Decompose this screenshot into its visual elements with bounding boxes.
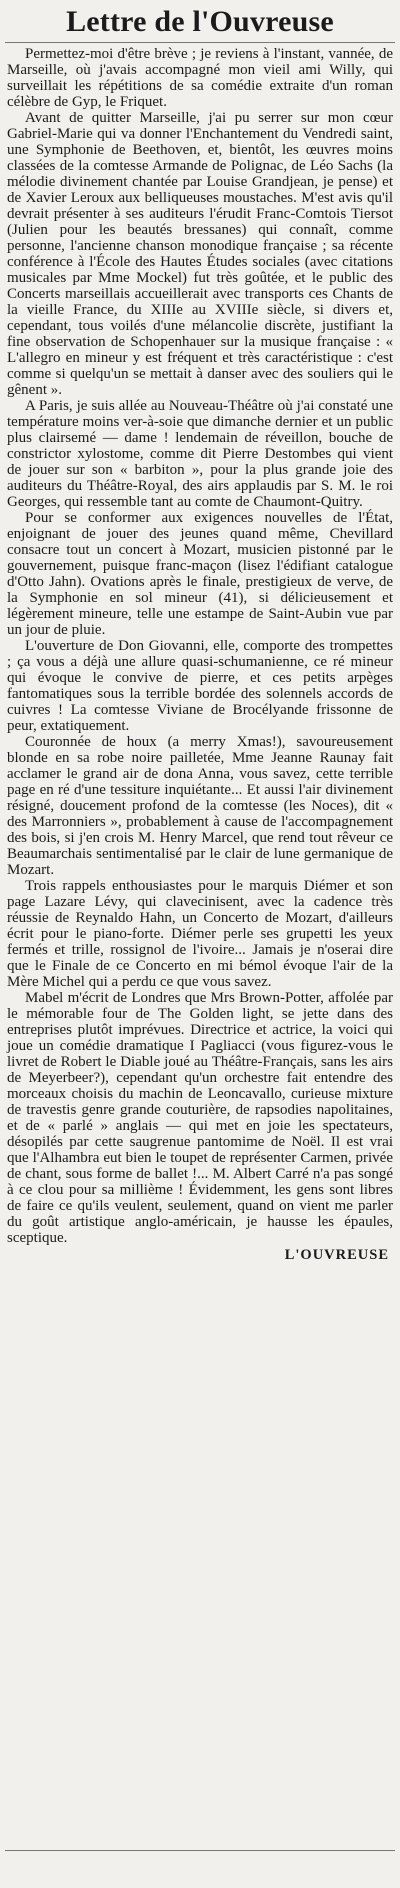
paragraph: Permettez-moi d'être brève ; je reviens à l'instant, vannée, de Marseille, où j'avais accompagné mon vieil ami Willy, qui surveillait les répétitions de sa comédie extraite d'un roman célèbre de Gyp, le Friquet. [7, 46, 393, 110]
paragraph: Avant de quitter Marseille, j'ai pu serrer sur mon cœur Gabriel-Marie qui va donner l'Enchantement du Vendredi saint, une Symphonie de Beethoven, et, bientôt, les œuvres moins classées de la comtesse Armande de Polignac, de Léo Sachs (la mélodie divinement chantée par Louise Grandjean, je pense) et de Xavier Leroux aux belliqueuses moustaches. M'est avis qu'il devrait présenter à ses auditeurs l'érudit Franc-Comtois Tiersot (Julien pour les beautés bressanes) qui connaît, comme personne, l'ancienne chanson monodique française ; sa récente conférence à l'École des Hautes Études sociales (avec citations musicales par Mme Mockel) fut très goûtée, et le public des Concerts marseillais accueillerait avec transports ces Chants de la vieille France, du XIIIe au XVIIIe siècle, si divers et, cependant, tous voilés d'une mélancolie discrète, justifiant la fine observation de Schopenhauer sur la musique française : « L'allegro en mineur y est fréquent et très caractéristique : c'est comme si quelqu'un se mettait à danser avec des souliers qui le gênent ». [7, 110, 393, 398]
paragraph: A Paris, je suis allée au Nouveau-Théâtre où j'ai constaté une température moins ver-à-soie que dimanche dernier et un public plus clairsemé — dame ! lendemain de réveillon, bouche de constrictor xylostome, comme dit Pierre Destombes qui vient de jouer sur son « barbiton », pour la plus grande joie des auditeurs du Théâtre-Royal, des airs applaudis par S. M. le roi Georges, qui ressemble tant au comte de Chaumont-Quitry. [7, 398, 393, 510]
signature: L'OUVREUSE [284, 1247, 389, 1263]
paragraph: Couronnée de houx (a merry Xmas!), savoureusement blonde en sa robe noire pailletée, Mme Jeanne Raunay fait acclamer le grand air de dona Anna, vous savez, cette terrible page en ré d'une tessiture inquiétante... Et aussi l'air divinement résigné, doucement profond de la comtesse (les Noces), dit « des Marronniers », probablement à cause de l'accompagnement des bois, si j'en crois M. Henry Marcel, que rend tout rêveur ce Beaumarchais sentimentalisé par le clair de lune germanique de Mozart. [7, 734, 393, 878]
paragraph: L'ouverture de Don Giovanni, elle, comporte des trompettes ; ça vous a déjà une allure quasi-schumanienne, ce ré mineur qui évoque le convive de pierre, et ces petits arpèges fantomatiques sous la terrible bordée des solennels accords de cuivres ! La comtesse Viviane de Brocélyande frissonne de peur, extatiquement. [7, 638, 393, 734]
paragraph: Pour se conformer aux exigences nouvelles de l'État, enjoignant de jouer des jeunes quand même, Chevillard consacre tout un concert à Mozart, musicien pistonné par le gouvernement, puisque franc-maçon (lisez l'édifiant catalogue d'Otto Jahn). Ovations après le finale, prestigieux de verve, de la Symphonie en sol mineur (41), si délicieusement et légèrement mineure, telle une estampe de Saint-Aubin vue par un jour de pluie. [7, 510, 393, 638]
article-body [7, 46, 393, 1246]
paragraph: Trois rappels enthousiastes pour le marquis Diémer et son page Lazare Lévy, qui clavecinisent, avec la cadence très réussie de Reynaldo Hahn, un Concerto de Mozart, d'ailleurs écrit pour le piano-forte. Diémer perle ses grupetti les yeux fermés et trille, rossignol de l'ivoire... Jamais je n'oserai dire que le Finale de ce Concerto en mi bémol évoque l'air de la Mère Michel qui a perdu ce que vous savez. [7, 878, 393, 990]
article-title: Lettre de l'Ouvreuse [66, 5, 334, 38]
paragraph: Mabel m'écrit de Londres que Mrs Brown-Potter, affolée par le mémorable four de The Golden light, se jette dans des entreprises plutôt imprévues. Directrice et actrice, la voici qui joue un comédie dramatique I Pagliacci (vous figurez-vous le livret de Robert le Diable joué au Théâtre-Français, sans les airs de Meyerbeer?), cependant qu'un orchestre fait entendre des morceaux choisis du machin de Leoncavallo, curieuse mixture de travestis genre grande couturière, de rapsodies napolitaines, et de « parlé » anglais — qui met en joie les spectateurs, désopilés par cette saugrenue pantomime de Noël. Il est vrai que l'Alhambra eut bien le toupet de représenter Carmen, privée de chant, sous forme de ballet !... M. Albert Carré n'a pas songé à ce clou pour sa millième ! Évidemment, les gens sont libres de faire ce qu'ils veulent, seulement, quand on vient me parler du goût artistique anglo-américain, je hausse les épaules, sceptique. [7, 990, 393, 1246]
bottom-rule [5, 1850, 395, 1851]
title-rule [5, 42, 395, 43]
